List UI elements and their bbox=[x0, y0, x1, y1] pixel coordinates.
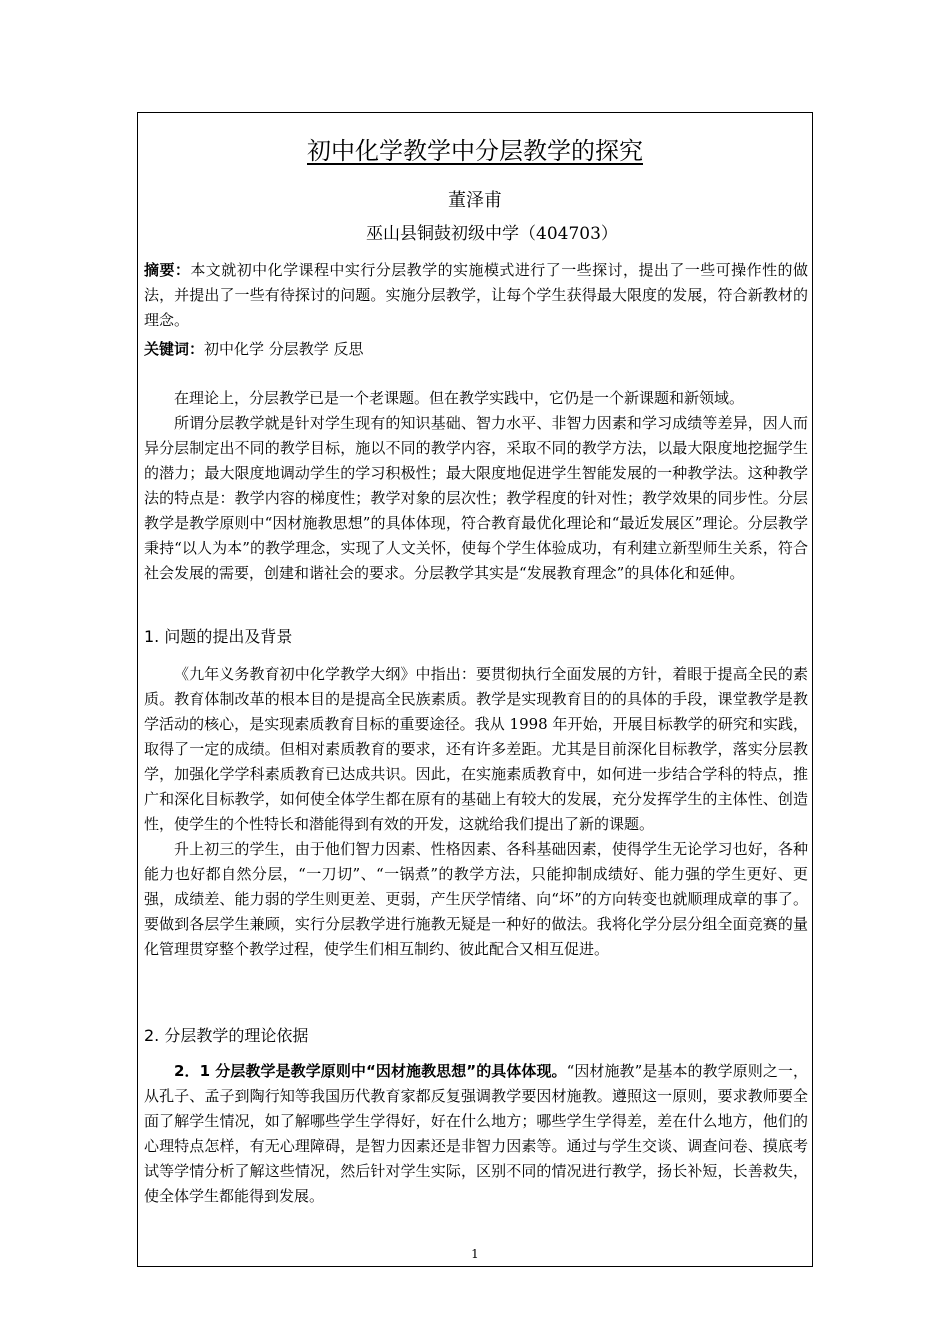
section-1-paragraph-2: 升上初三的学生，由于他们智力因素、性格因素、各科基础因素，使得学生无论学习也好，各种能力也好都自然分层，“一刀切”、“一锅煮”的教学方法，只能抑制成绩好、能力强的学生更好、更强，成绩差、能力弱的学生则更差、更弱，产生厌学情绪、向“坏”的方向转变也就顺理成章的事了。要做到各层学生兼顾，实行分层教学进行施教无疑是一种好的做法。我将化学分层分组全面竞赛的量化管理贯穿整个教学过程，使学生们相互制约、彼此配合又相互促进。 bbox=[144, 840, 808, 958]
page-title: 初中化学教学中分层教学的探究 bbox=[307, 137, 643, 165]
abstract bbox=[144, 258, 808, 333]
section-2-heading: 2. 分层教学的理论依据 bbox=[144, 1026, 309, 1045]
section-1-heading: 1. 问题的提出及背景 bbox=[144, 627, 293, 646]
introduction bbox=[144, 386, 808, 586]
intro-paragraph-1: 在理论上，分层教学已是一个老课题。但在教学实践中，它仍是一个新课题和新领域。 bbox=[174, 389, 745, 407]
section-2-1-title: 2．1 分层教学是教学原则中“因材施教思想”的具体体现。 bbox=[174, 1062, 567, 1080]
school-affiliation: 巫山县铜鼓初级中学（404703） bbox=[366, 224, 618, 244]
intro-paragraph-2: 所谓分层教学就是针对学生现有的知识基础、智力水平、非智力因素和学习成绩等差异，因人而异分层制定出不同的教学目标，施以不同的教学内容，采取不同的教学方法，以最大限度地挖掘学生的潜力；最大限度地调动学生的学习积极性；最大限度地促进学生智能发展的一种教学法。这种教学法的特点是：教学内容的梯度性；教学对象的层次性；教学程度的针对性；教学效果的同步性。分层教学是教学原则中“因材施教思想”的具体体现，符合教育最优化理论和“最近发展区”理论。分层教学秉持“以人为本”的教学理念，实现了人文关怀，使每个学生体验成功，有利建立新型师生关系，符合社会发展的需要，创建和谐社会的要求。分层教学其实是“发展教育理念”的具体化和延伸。 bbox=[144, 414, 808, 582]
keywords bbox=[144, 337, 808, 362]
section-2-paragraph-1 bbox=[144, 1059, 808, 1209]
section-2-body bbox=[144, 1059, 808, 1209]
abstract-text: 本文就初中化学课程中实行分层教学的实施模式进行了一些探讨，提出了一些可操作性的做法，并提出了一些有待探讨的问题。实施分层教学，让每个学生获得最大限度的发展，符合新教材的理念。 bbox=[144, 261, 808, 329]
author-name: 董泽甫 bbox=[448, 190, 502, 211]
keywords-text: 初中化学 分层教学 反思 bbox=[204, 340, 364, 358]
section-1-body bbox=[144, 662, 808, 962]
abstract-label: 摘要： bbox=[144, 261, 191, 279]
page-number: 1 bbox=[471, 1247, 479, 1261]
section-1-paragraph-1: 《九年义务教育初中化学教学大纲》中指出：要贯彻执行全面发展的方针，着眼于提高全民的素质。教育体制改革的根本目的是提高全民族素质。教学是实现教育目的的具体的手段，课堂教学是教学活动的核心，是实现素质教育目标的重要途径。我从 1998 年开始，开展目标教学的研究和实践，取得了一定的成绩。但相对素质教育的要求，还有许多差距。尤其是目前深化目标教学，落实分层教学，加强化学学科素质教育已达成共识。因此，在实施素质教育中，如何进一步结合学科的特点，推广和深化目标教学，如何使全体学生都在原有的基础上有较大的发展，充分发挥学生的主体性、创造性，使学生的个性特长和潜能得到有效的开发，这就给我们提出了新的课题。 bbox=[144, 665, 808, 833]
section-2-1-text: “因材施教”是基本的教学原则之一，从孔子、孟子到陶行知等我国历代教育家都反复强调教学要因材施教。遵照这一原则，要求教师要全面了解学生情况，如了解哪些学生学得好，好在什么地方；哪些学生学得差，差在什么地方，他们的心理特点怎样，有无心理障碍，是智力因素还是非智力因素等。通过与学生交谈、调查问卷、摸底考试等学情分析了解这些情况，然后针对学生实际，区别不同的情况进行教学，扬长补短，长善救失，使全体学生都能得到发展。 bbox=[144, 1062, 808, 1205]
keywords-label: 关键词： bbox=[144, 340, 205, 358]
